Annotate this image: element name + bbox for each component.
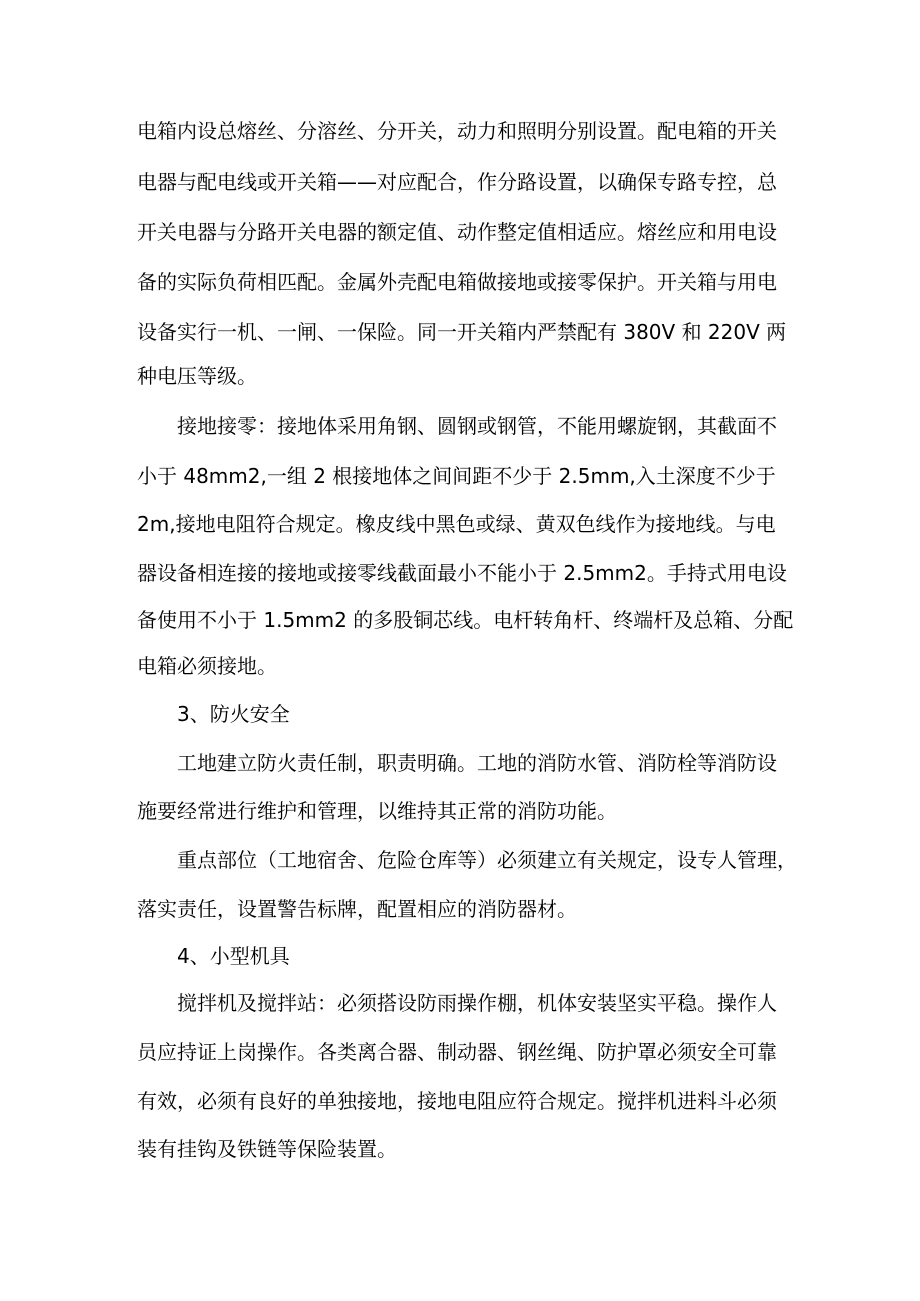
paragraph-line: 电箱内设总熔丝、分溶丝、分开关，动力和照明分别设置。配电箱的开关	[137, 119, 777, 143]
paragraph-line: 器设备相连接的接地或接零线截面最小不能小于 2.5mm2。手持式用电设	[137, 561, 787, 585]
paragraph-line: 设备实行一机、一闸、一保险。同一开关箱内严禁配有 380V 和 220V 两	[137, 320, 787, 344]
section-heading: 4、小型机具	[177, 944, 290, 968]
paragraph-line: 电箱必须接地。	[137, 654, 277, 678]
paragraph-line: 员应持证上岗操作。各类离合器、制动器、钢丝绳、防护罩必须安全可靠	[137, 1040, 777, 1064]
paragraph-line: 备使用不小于 1.5mm2 的多股铜芯线。电杆转角杆、终端杆及总箱、分配	[137, 608, 794, 632]
paragraph-line: 有效，必须有良好的单独接地，接地电阻应符合规定。搅拌机进料斗必须	[137, 1089, 777, 1113]
paragraph-line: 电器与配电线或开关箱——对应配合，作分路设置，以确保专路专控，总	[137, 170, 777, 194]
paragraph-line: 开关电器与分路开关电器的额定值、动作整定值相适应。熔丝应和用电设	[137, 220, 777, 244]
paragraph-line: 备的实际负荷相匹配。金属外壳配电箱做接地或接零保护。开关箱与用电	[137, 270, 777, 294]
paragraph-line: 落实责任，设置警告标牌，配置相应的消防器材。	[137, 897, 577, 921]
paragraph-line: 接地接零：接地体采用角钢、圆钢或钢管，不能用螺旋钢，其截面不	[177, 414, 777, 438]
paragraph-line: 搅拌机及搅拌站：必须搭设防雨操作棚，机体安装坚实平稳。操作人	[177, 991, 777, 1015]
paragraph-line: 2m,接地电阻符合规定。橡皮线中黑色或绿、黄双色线作为接地线。与电	[137, 512, 776, 536]
section-heading: 3、防火安全	[177, 702, 290, 726]
paragraph-line: 装有挂钩及铁链等保险装置。	[137, 1137, 397, 1161]
paragraph-line: 重点部位（工地宿舍、危险仓库等）必须建立有关规定，设专人管理，	[177, 848, 797, 872]
paragraph-line: 施要经常进行维护和管理，以维持其正常的消防功能。	[137, 799, 617, 823]
paragraph-line: 小于 48mm2,一组 2 根接地体之间间距不少于 2.5mm,入土深度不少于	[137, 464, 776, 488]
paragraph-line: 工地建立防火责任制，职责明确。工地的消防水管、消防栓等消防设	[177, 751, 777, 775]
paragraph-line: 种电压等级。	[137, 364, 257, 388]
